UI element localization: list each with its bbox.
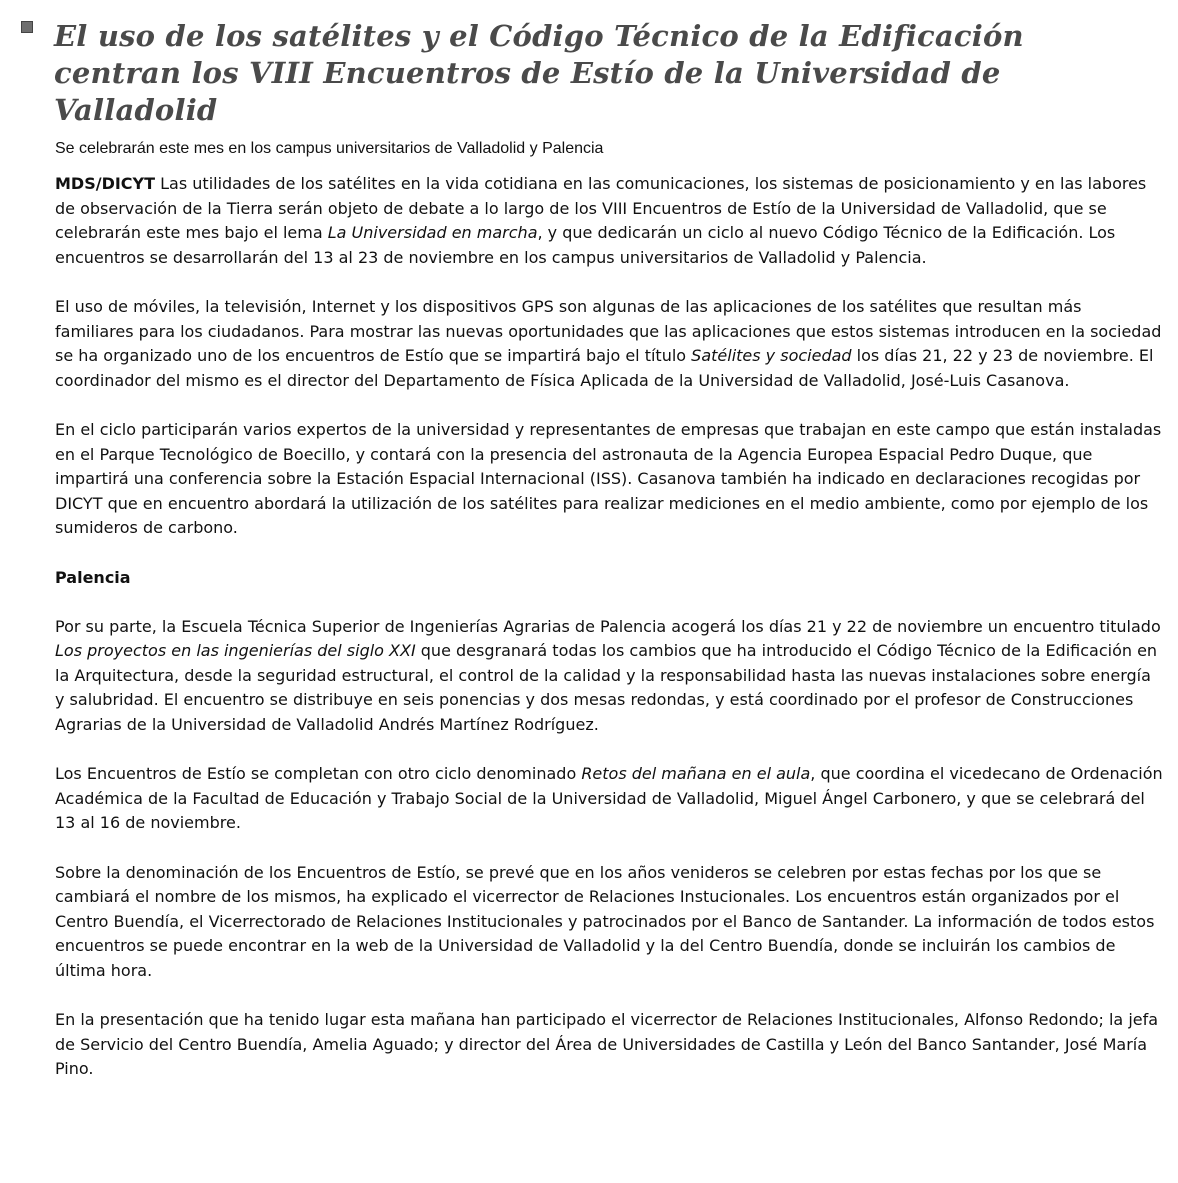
paragraph-2-emphasis: Satélites y sociedad xyxy=(691,346,852,366)
paragraph-7: En la presentación que ha tenido lugar esta mañana han participado el vicerrector de Relaciones Institucionales, Alfonso Redondo; la jefa de Servicio del Centro Buendía, Amelia Aguado; y director del Área de Universidades de Castilla y León del Banco Santander, José María Pino. xyxy=(55,1010,1159,1079)
paragraph-4-emphasis: Los proyectos en las ingenierías del siglo XXI xyxy=(55,641,416,661)
paragraph-6: Sobre la denominación de los Encuentros de Estío, se prevé que en los años venideros se celebren por estas fechas por los que se cambiará el nombre de los mismos, ha explicado el vicerrector de Relaciones Instucionales. Los encuentros están organizados por el Centro Buendía, el Vicerrectorado de Relaciones Institucionales y patrocinados por el Banco de Santander. La información de todos estos encuentros se puede encontrar en la web de la Universidad de Valladolid y la del Centro Buendía, donde se incluirán los cambios de última hora. xyxy=(55,862,1155,980)
paragraph-5-emphasis: Retos del mañana en el aula xyxy=(581,764,811,784)
paragraph-4 xyxy=(55,615,1165,738)
paragraph-1-text-b: , y que dedicarán un ciclo al nuevo Código Técnico de la Edificación. Los encuentros se desarrollarán del 13 al 23 de noviembre en los campus universitarios de Valladolid y Palencia. xyxy=(55,223,1116,267)
paragraph-1 xyxy=(55,172,1165,270)
article-subtitle: Se celebrarán este mes en los campus universitarios de Valladolid y Palencia xyxy=(55,140,604,157)
source-label: MDS/DICYT xyxy=(55,174,156,193)
paragraph-2-text-b: los días 21, 22 y 23 de noviembre. El coordinador del mismo es el director del Departamento de Física Aplicada de la Universidad de Valladolid, José-Luis Casanova. xyxy=(55,346,1154,390)
article-title: El uso de los satélites y el Código Técnico de la Edificación centran los VIII Encuentros de Estío de la Universidad de Valladolid xyxy=(54,19,1024,127)
article-body xyxy=(55,172,1165,1107)
paragraph-2-text-a: El uso de móviles, la televisión, Internet y los dispositivos GPS son algunas de las aplicaciones de los satélites que resultan más familiares para los ciudadanos. Para mostrar las nuevas oportunidades que las aplicaciones que estos sistemas introducen en la sociedad se ha organizado uno de los encuentros de Estío que se impartirá bajo el título xyxy=(55,296,1162,366)
section-heading-palencia: Palencia xyxy=(55,567,131,587)
paragraph-4-text-b: que desgranará todas los cambios que ha introducido el Código Técnico de la Edificación en la Arquitectura, desde la seguridad estructural, el control de la calidad y la responsabilidad hasta las nuevas instalaciones sobre energía y salubridad. El encuentro se distribuye en seis ponencias y dos mesas redondas, y está coordinado por el profesor de Construcciones Agrarias de la Universidad de Valladolid Andrés Martínez Rodríguez. xyxy=(55,641,1158,735)
square-bullet-icon xyxy=(21,21,33,33)
paragraph-4-text-a: Por su parte, la Escuela Técnica Superior de Ingenierías Agrarias de Palencia acogerá los días 21 y 22 de noviembre un encuentro titulado xyxy=(55,616,1161,636)
paragraph-5-text-b: , que coordina el vicedecano de Ordenación Académica de la Facultad de Educación y Trabajo Social de la Universidad de Valladolid, Miguel Ángel Carbonero, y que se celebrará del 13 al 16 de noviembre. xyxy=(55,764,1163,833)
paragraph-5-text-a: Los Encuentros de Estío se completan con otro ciclo denominado xyxy=(55,764,582,784)
paragraph-3: En el ciclo participarán varios expertos de la universidad y representantes de empresas que trabajan en este campo que están instaladas en el Parque Tecnológico de Boecillo, y contará con la presencia del astronauta de la Agencia Europea Espacial Pedro Duque, que impartirá una conferencia sobre la Estación Espacial Internacional (ISS). Casanova también ha indicado en declaraciones recogidas por DICYT que en encuentro abordará la utilización de los satélites para realizar mediciones en el medio ambiente, como por ejemplo de los sumideros de carbono. xyxy=(55,419,1162,538)
paragraph-1-emphasis: La Universidad en marcha xyxy=(327,223,538,243)
paragraph-1-text-a: Las utilidades de los satélites en la vida cotidiana en las comunicaciones, los sistemas de posicionamiento y en las labores de observación de la Tierra serán objeto de debate a lo largo de los VIII Encuentros de Estío de la Universidad de Valladolid, que se celebrarán este mes bajo el lema xyxy=(55,174,1147,243)
paragraph-5 xyxy=(55,762,1165,836)
paragraph-2 xyxy=(55,295,1165,393)
